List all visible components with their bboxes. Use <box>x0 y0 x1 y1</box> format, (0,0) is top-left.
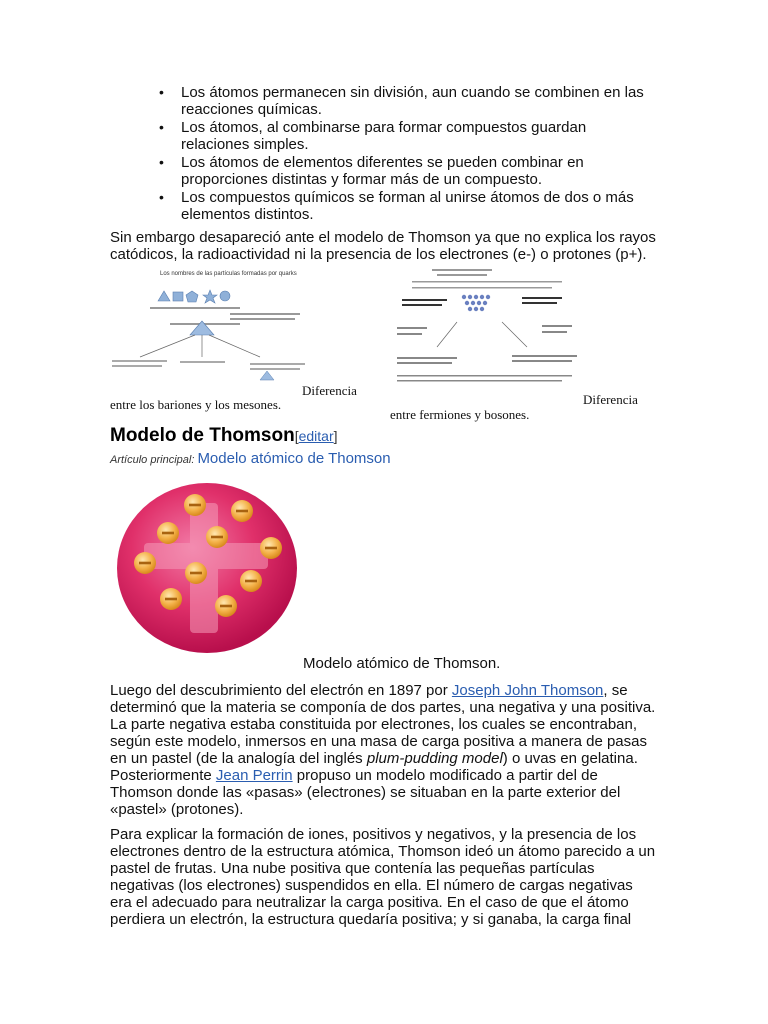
bullet-text: Los compuestos químicos se forman al unirse átomos de dos o más elementos distintos. <box>181 189 634 223</box>
minus-sign-icon <box>236 510 248 513</box>
text-line <box>250 368 300 370</box>
edit-bracket-open: [ <box>294 428 299 444</box>
edit-section <box>295 428 338 444</box>
image-caption: Modelo atómico de Thomson. <box>303 655 501 672</box>
list-item <box>110 189 658 223</box>
figure-caption: entre fermiones y bosones. <box>390 407 530 422</box>
quark-particles-figure <box>110 265 310 385</box>
minus-sign-icon <box>265 547 277 550</box>
particle-icon <box>474 307 478 311</box>
particle-icon <box>471 301 475 305</box>
text-line <box>512 360 572 362</box>
particle-icon <box>480 295 484 299</box>
minus-sign-icon <box>189 504 201 507</box>
minus-sign-icon <box>220 605 232 608</box>
minus-sign-icon <box>165 598 177 601</box>
text-line <box>522 297 562 299</box>
arrow-line <box>209 335 260 357</box>
text-line <box>412 281 562 283</box>
text-line <box>412 287 552 289</box>
list-item <box>110 154 658 188</box>
minus-sign-icon <box>190 572 202 575</box>
particle-icon <box>468 295 472 299</box>
document-page <box>110 84 658 928</box>
text-line <box>397 327 427 329</box>
intro-paragraph: Sin embargo desapareció ante el modelo de Thomson ya que no explica los rayos catódicos, la radioactividad ni la presencia de los electrones (e-) o protones (p+). <box>110 229 656 263</box>
particle-icon <box>474 295 478 299</box>
particle-icon <box>462 295 466 299</box>
figure-caption: Diferencia <box>302 383 357 398</box>
main-article-label: Artículo principal: <box>110 454 195 466</box>
text-line <box>397 380 562 382</box>
pentagon-icon <box>186 291 198 302</box>
circle-icon <box>220 291 230 301</box>
text-line <box>112 365 162 367</box>
paragraph-text: ) o uvas en gelatina. Posteriormente <box>110 750 638 784</box>
list-item <box>110 119 658 153</box>
paragraph-text: Luego del descubrimiento del electrón en 1897 por <box>110 682 452 699</box>
figure-caption: entre los bariones y los mesones. <box>110 397 282 412</box>
star-icon <box>203 290 217 303</box>
particle-icon <box>480 307 484 311</box>
thomson-atom-model-image <box>116 481 298 655</box>
triangle-icon <box>260 371 274 380</box>
figure-caption: Diferencia <box>583 392 638 407</box>
arrow-line <box>140 335 195 357</box>
bullet-icon: • <box>159 154 164 170</box>
paragraph: Para explicar la formación de iones, positivos y negativos, y la presencia de los electrones dentro de la estructura atómica, Thomson ideó un átomo parecido a un pastel de frutas. Una nube positiva que contenía las pequeñas partículas negativas (los electrones) suspendidos en ella. El número de cargas negativas era el adecuado para neutralizar la carga positiva. En el caso de que el átomo perdiera un electrón, la estructura quedaría positiva; y si ganaba, la carga final <box>110 826 656 928</box>
paragraph-text: , se determinó que la materia se componía de dos partes, una negativa y una positiva. La parte negativa estaba constituida por electrones, los cuales se encontraban, según este modelo, inmersos en una masa de carga positiva a manera de pasas en un pastel (de la analogía del inglés <box>110 682 656 767</box>
triangle-icon <box>158 291 170 301</box>
text-line <box>432 269 492 271</box>
particle-icon <box>477 301 481 305</box>
arrow-line <box>437 322 457 347</box>
section-title <box>110 425 658 447</box>
text-line <box>397 375 572 377</box>
text-line <box>180 361 225 363</box>
text-line <box>522 302 557 304</box>
link-jean-perrin[interactable]: Jean Perrin <box>215 767 293 784</box>
section-title-text: Modelo de Thomson <box>110 425 295 446</box>
text-line <box>150 307 240 309</box>
particle-icon <box>483 301 487 305</box>
text-line <box>437 274 487 276</box>
bullet-text: Los átomos de elementos diferentes se pueden combinar en proporciones distintas y formar más de un compuesto. <box>181 154 584 188</box>
text-line <box>542 325 572 327</box>
figure-row <box>110 265 658 425</box>
link-joseph-john-thomson[interactable]: Joseph John Thomson <box>451 682 604 699</box>
bullet-list <box>110 84 658 223</box>
text-line <box>230 318 295 320</box>
main-article-link[interactable]: Modelo atómico de Thomson <box>197 450 391 467</box>
list-item <box>110 84 658 118</box>
text-line <box>112 360 167 362</box>
square-icon <box>173 292 183 301</box>
bullet-icon: • <box>159 189 164 205</box>
particle-icon <box>486 295 490 299</box>
paragraph-text: propuso un modelo modificado a partir del de Thomson donde las «pasas» (electrones) se situaban en la parte exterior del «pastel» (protones). <box>110 767 621 818</box>
edit-link[interactable]: editar <box>298 428 334 444</box>
figure-title: Los nombres de las partículas formadas por quarks <box>160 271 297 277</box>
minus-sign-icon <box>139 562 151 565</box>
paragraph <box>110 682 658 818</box>
main-article-note <box>110 450 658 469</box>
text-line <box>512 355 577 357</box>
fermion-boson-figure <box>392 267 582 392</box>
text-line <box>397 333 422 335</box>
text-line <box>250 363 305 365</box>
text-line <box>402 304 442 306</box>
edit-bracket-close: ] <box>333 428 338 444</box>
text-line <box>397 362 452 364</box>
minus-sign-icon <box>162 532 174 535</box>
text-line <box>402 299 447 301</box>
text-line <box>542 331 567 333</box>
text-line <box>230 313 300 315</box>
arrow-line <box>502 322 527 347</box>
minus-sign-icon <box>245 580 257 583</box>
italic-term: plum-pudding model <box>366 750 503 767</box>
atom-figure <box>110 481 658 677</box>
particle-icon <box>468 307 472 311</box>
particle-icon <box>465 301 469 305</box>
bullet-text: Los átomos, al combinarse para formar compuestos guardan relaciones simples. <box>181 119 587 153</box>
minus-sign-icon <box>211 536 223 539</box>
bullet-icon: • <box>159 119 164 135</box>
bullet-text: Los átomos permanecen sin división, aun cuando se combinen en las reacciones químicas. <box>181 84 644 118</box>
text-line <box>397 357 457 359</box>
bullet-icon: • <box>159 84 164 100</box>
